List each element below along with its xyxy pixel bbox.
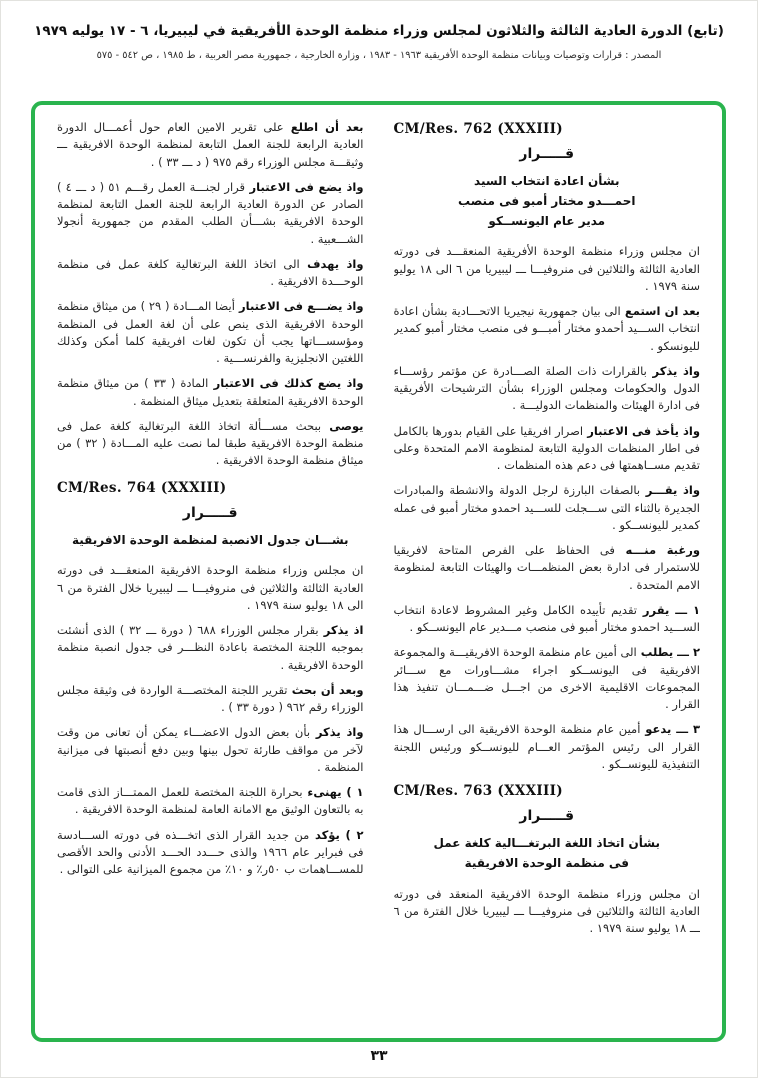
paragraph: ان مجلس وزراء منظمة الوحدة الافريقية المنعقـــد فى دورته العادية الثالثة والثلاثين فى منروفيـــا ـــ ليبيريا خلال الفترة من ٦ الى ١٨ يوليو سنة ١٩٧٩ . xyxy=(57,563,364,612)
paragraph-lead: واذ يضـــع فى الاعتبار xyxy=(234,299,364,314)
paragraph-lead: ١ ) يهنىء xyxy=(302,785,364,800)
paragraph: واذ يضع كذلك فى الاعتبار المادة ( ٣٣ ) من ميثاق منظمة الوحدة الافريقية المتعلقة بتعديل ميثاق المنظمة . xyxy=(57,376,364,408)
paragraph: وبعد أن بحث تقرير اللجنة المختصـــة الواردة فى وثيقة مجلس الوزراء رقم ٩٦٢ ( دورة ٣٣ ) . xyxy=(57,682,364,715)
paragraph-lead: وبعد أن بحث xyxy=(287,682,364,697)
paragraph-lead: اذ يذكر xyxy=(318,623,364,638)
paragraph: واذ يقـــر بالصفات البارزة لرجل الدولة والانشطة والمبادرات الجديرة بالثناء التى ســـجلت للســـيد احمدو مختار أمبو فى عمله كمدير لليونســكو . xyxy=(393,483,700,532)
resolution-subtitle: بشأن اعادة انتخاب السيد احمـــدو مختار أمبو فى منصب مدير عام اليونســكو xyxy=(458,174,636,228)
paragraph-lead: واذ يضع فى الاعتبار xyxy=(245,179,364,194)
header-source-line: المصدر : قرارات وتوصيات وبيانات منظمة الوحدة الأفريقية ١٩٦٣ - ١٩٨٣ ، وزارة الخارجية ، جمهورية مصر العربية ، ط ١٩٨٥ ، ص ٥٤٢ - ٥٧٥ xyxy=(96,50,662,61)
column-left xyxy=(57,119,364,1030)
paragraph-lead: واذ يذكر xyxy=(310,725,364,740)
paragraph: واذ يهدف الى اتخاذ اللغة البرتغالية كلغة عمل فى منظمة الوحـــدة الافريقية . xyxy=(57,256,364,288)
paragraph-lead: واذ يهدف xyxy=(299,256,364,271)
column-right xyxy=(394,119,701,1030)
resolution-code: CM/Res. 762 (XXXIII) xyxy=(393,121,563,137)
paragraph-lead: بعد ان استمع xyxy=(620,304,700,319)
paragraph: واذ يذكر بأن بعض الدول الاعضـــاء يمكن أن تعانى من وقت لآخر من مواقف طارئة تحول بينها وبين دفع أنصبتها فى ميزانية المنظمة . xyxy=(57,725,364,774)
content-frame xyxy=(31,101,726,1042)
paragraph: بعد ان استمع الى بيان جمهورية نيجيريا الاتحـــادية بشأن اعادة انتخاب الســـيد أحمدو مختار أمبـــو فى منصب مختار أمبو كمدير لليونسكو . xyxy=(393,304,700,353)
paragraph: يوصى ببحث مســـألة اتخاذ اللغة البرتغالية كلغة عمل فى منظمة الوحدة الافريقية طبقا لما نصت عليه المـــادة ( ٣٢ ) من ميثاق منظمة الوحدة الافريقية . xyxy=(57,418,364,468)
paragraph: ١ ـــ يقرر تقديم تأييده الكامل وغير المشروط لاعادة انتخاب الســـيد احمدو مختار أمبو فى منصب مـــدير عام اليونســكو . xyxy=(393,602,700,635)
paragraph: اذ يذكر بقرار مجلس الوزراء ٦٨٨ ( دورة ـــ ٣٢ ) الذى أنشئت بموجبه اللجنة المختصة باعادة النظـــر فى جدول انصبة منظمة الوحدة الافريقية . xyxy=(57,623,364,672)
paragraph: بعد أن اطلع على تقرير الامين العام حول أعمـــال الدورة العادية الرابعة للجنة العمل التابعة لمنظمة الوحدة الافريقية ـــ وثيقـــة مجلس الوزراء رقم ٩٧٥ ( د ـــ ٣٣ ) . xyxy=(57,120,364,169)
paragraph: ان مجلس وزراء منظمة الوحدة الافريقية المنعقد فى دورته العادية الثالثة والثلاثين فى منروفيـــا ـــ ليبيريا خلال الفترة من ٦ ـــ ١٨ يوليو سنة ١٩٧٩ . xyxy=(393,886,700,936)
paragraph-lead: بعد أن اطلع xyxy=(283,120,364,134)
paragraph: ٢ ) يؤكد من جديد القرار الذى اتخـــذه فى دورته الســـادسة فى فبراير عام ١٩٦٦ والذى حـــدد الحـــد الأدنى والحد الأقصى للمســـاهمات ب ٥٠ر٪ و ١٠٪ من مجموع الميزانية على التوالى . xyxy=(57,827,364,877)
resolution-code: CM/Res. 763 (XXXIII) xyxy=(393,783,563,800)
paragraph-lead: ٣ ـــ يدعو xyxy=(640,722,700,737)
paragraph-lead: واذ يقـــر xyxy=(640,483,700,498)
paragraph-lead: واذ يضع كذلك فى الاعتبار xyxy=(208,376,364,391)
paragraph-lead: يوصى xyxy=(321,418,364,433)
paragraph-lead: واذ يذكر xyxy=(646,363,700,378)
resolution-title: قـــــرار xyxy=(182,504,238,521)
resolution-title: قـــــرار xyxy=(519,808,575,825)
text-columns xyxy=(57,119,700,1030)
paragraph: ٣ ـــ يدعو أمين عام منظمة الوحدة الافريقية الى ارســـال هذا القرار الى رئيس المؤتمر العـــام لليونســكو ورئيس اللجنة التنفيذية لليونســكو . xyxy=(393,722,700,771)
resolution-subtitle: بشـــان جدول الانصبة لمنظمة الوحدة الافريقية xyxy=(71,532,349,547)
paragraph: ان مجلس وزراء منظمة الوحدة الأفريقية المنعقـــد فى دورته العادية الثالثة والثلاثين فى منروفيـــا ـــ ليبيريا من ٦ الى ١٨ يوليو سنة ١٩٧٩ . xyxy=(393,244,700,293)
resolution-subtitle: بشأن اتخاذ اللغة البرتغـــالية كلغة عمل فى منظمة الوحدة الافريقية xyxy=(433,836,660,870)
paragraph-lead: ١ ـــ يقرر xyxy=(637,602,700,617)
paragraph: واذ يذكر بالقرارات ذات الصلة الصـــادرة عن مؤتمر رؤســـاء الدول والحكومات ومجلس الوزراء بشأن الترشيحات الأفريقية فى ادارة الهيئات والمنظمات الدوليـــة . xyxy=(393,363,700,413)
page-number: ٣٣ xyxy=(370,1048,388,1064)
paragraph-lead: ٢ ـــ يطلب xyxy=(636,645,700,660)
paragraph: واذ يضـــع فى الاعتبار أيضا المـــادة ( ٢٩ ) من ميثاق منظمة الوحدة الافريقية الذى ينص على أن لغة العمل فى المنظمة ومؤسســـاتها يجب أن تكون لغات افريقية كلما أمكن وكذلك اللغتين الانجليزية والفرنســـية . xyxy=(57,299,364,365)
page-header xyxy=(1,1,757,61)
paragraph-lead: واذ يأخذ فى الاعتبار xyxy=(583,423,700,438)
paragraph: واذ يأخذ فى الاعتبار اصرار افريقيا على القيام بدورها بالكامل فى اطار المنظمات الدولية التابعة لمنظومة الامم المتحدة وعلى تقديم مســاهمتها فى دعم هذه المنظمات . xyxy=(393,423,700,473)
paragraph: ورغبة منـــه فى الحفاظ على الفرص المتاحة لافريقيا للاستمرار فى ادارة بعض المنظمـــات والهيئات التابعة لمنظومة الامم المتحدة . xyxy=(393,543,700,592)
paragraph-lead: ورغبة منـــه xyxy=(614,543,700,558)
resolution-title: قـــــرار xyxy=(519,146,575,162)
paragraph: ١ ) يهنىء بحرارة اللجنة المختصة للعمل الممتـــاز الذى قامت به بالتعاون الوثيق مع الامانة العامة لمنظمة الوحدة الافريقية . xyxy=(57,785,364,817)
paragraph-lead: ٢ ) يؤكد xyxy=(309,827,364,842)
paragraph: ٢ ـــ يطلب الى أمين عام منظمة الوحدة الافريقيـــة والمجموعة الافريقية فى اليونســكو اجراء مشـــاورات مع ســـائر المجموعات الاقليمية الاخرى من اجـــل ضـــمـــان تنفيذ هذا القرار . xyxy=(393,645,700,712)
header-session-title: (تابع) الدورة العادية الثالثة والثلاثون لمجلس وزراء منظمة الوحدة الأفريقية في ليبيريا، ٦ - ١٧ يوليه ١٩٧٩ xyxy=(34,23,724,39)
resolution-code: CM/Res. 764 (XXXIII) xyxy=(57,479,227,496)
paragraph: واذ يضع فى الاعتبار قرار لجنـــة العمل رقـــم ٥١ ( د ـــ ٤ ) الصادر عن الدورة العادية الرابعة للجنة العمل التابعة لمنظمة الوحدة الافريقية بشـــأن الطلب المقدم من جمهورية أنجولا الشـــعبية . xyxy=(57,179,364,246)
